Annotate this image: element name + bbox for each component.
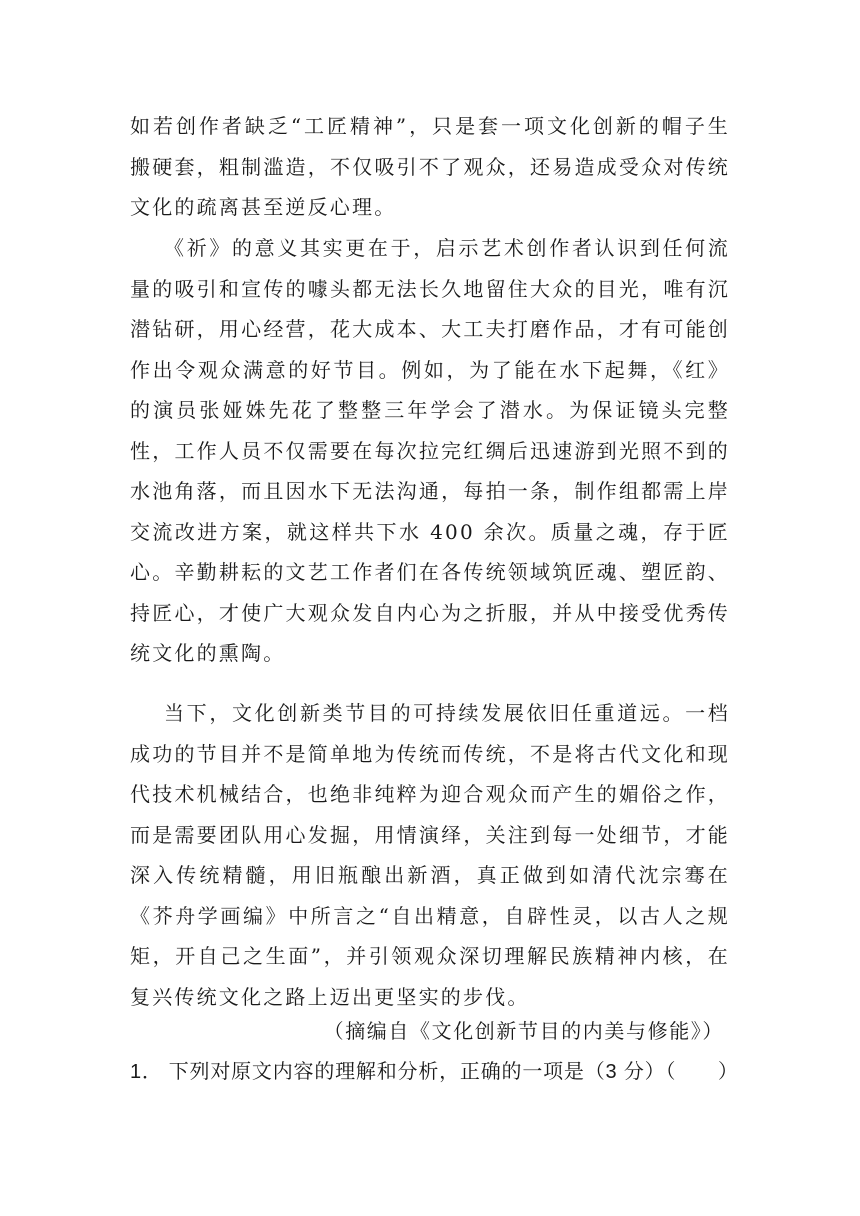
answer-blank: ）（ ）	[644, 1059, 739, 1083]
paragraph-1: 如若创作者缺乏“工匠精神”，只是套一项文化创新的帽子生搬硬套，粗制滥造，不仅吸引不了观众，还易造成受众对传统文化的疏离甚至逆反心理。	[130, 114, 730, 219]
question-score: 3 分	[605, 1061, 645, 1083]
question-stem: 下列对原文内容的理解和分析，正确的一项是（	[168, 1059, 606, 1083]
question-number: 1．	[130, 1061, 163, 1083]
question-1	[130, 1055, 739, 1084]
paragraph-2: 《祈》的意义其实更在于，启示艺术创作者认识到任何流量的吸引和宣传的噱头都无法长久地留住大众的目光，唯有沉潜钻研，用心经营，花大成本、大工夫打磨作品，才有可能创作出令观众满意的好节目。例如，为了能在水下起舞，《红》的演员张娅姝先花了整整三年学会了潜水。为保证镜头完整性，工作人员不仅需要在每次拉完红绸后迅速游到光照不到的水池角落，而且因水下无法沟通，每拍一条，制作组都需上岸交流改进方案，就这样共下水 400 余次。质量之魂，存于匠心。辛勤耕耘的文艺工作者们在各传统领域筑匠魂、塑匠韵、持匠心，才使广大观众发自内心为之折服，并从中接受优秀传统文化的熏陶。	[130, 236, 730, 665]
paragraph-3: 当下，文化创新类节目的可持续发展依旧任重道远。一档成功的节目并不是简单地为传统而传统，不是将古代文化和现代技术机械结合，也绝非纯粹为迎合观众而产生的媚俗之作，而是需要团队用心发掘，用情演绎，关注到每一处细节，才能深入传统精髓，用旧瓶酿出新酒，真正做到如清代沈宗骞在《芥舟学画编》中所言之“自出精意，自辟性灵，以古人之规矩，开自己之生面”，并引领观众深切理解民族精神内核，在复兴传统文化之路上迈出更坚实的步伐。	[130, 701, 730, 1009]
source-citation: （摘编自《文化创新节目的内美与修能》）	[323, 1019, 724, 1043]
